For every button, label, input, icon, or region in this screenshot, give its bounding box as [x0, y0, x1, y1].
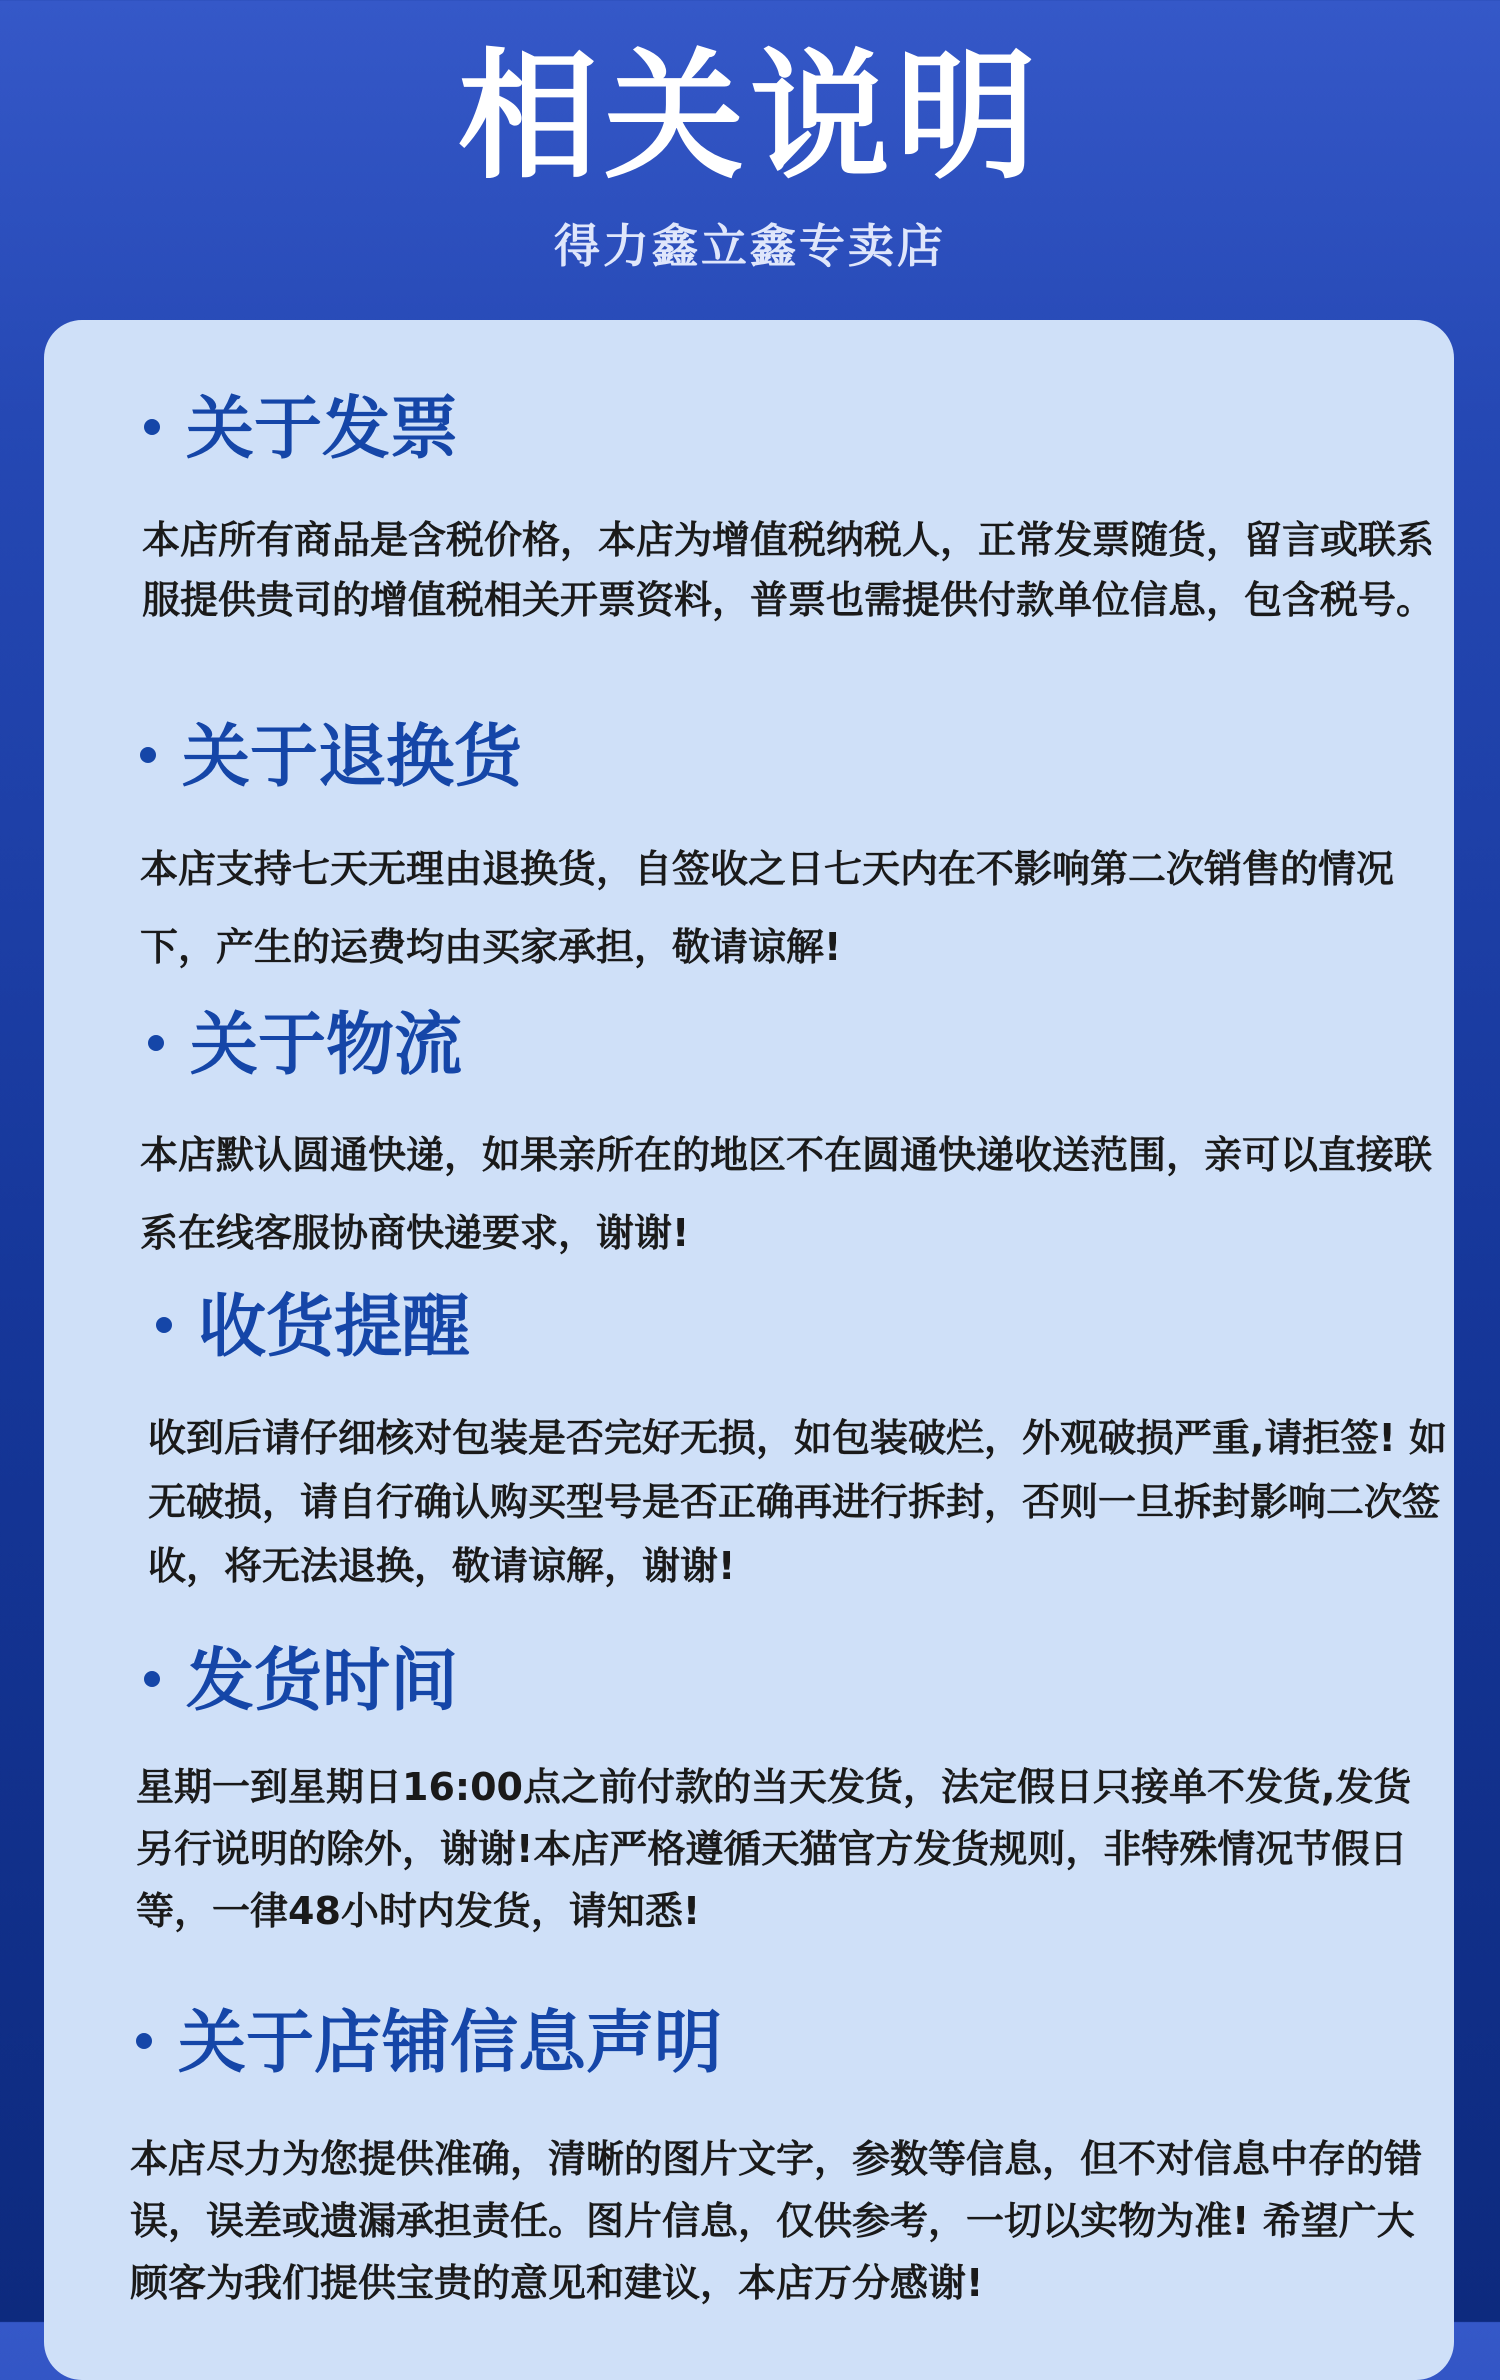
section-title [148, 1006, 462, 1086]
bullet-icon [144, 1671, 160, 1687]
section-title [156, 1288, 470, 1368]
section-body: 本店尽力为您提供准确，清晰的图片文字，参数等信息，但不对信息中存的错误，误差或遗漏承担责任。图片信息，仅供参考，一切以实物为准! 希望广大顾客为我们提供宝贵的意见和建议，本店万分感谢! [130, 2137, 1423, 2305]
section-title-text: 关于物流 [190, 1006, 463, 1085]
section-title-text: 发货时间 [186, 1642, 459, 1721]
bullet-icon [140, 747, 156, 763]
section-title-text: 关于发票 [186, 390, 459, 469]
page-header [0, 0, 1500, 320]
section-body: 本店默认圆通快递，如果亲所在的地区不在圆通快递收送范围，亲可以直接联系在线客服协商快递要求，谢谢! [140, 1133, 1433, 1255]
bullet-icon [148, 1035, 164, 1051]
section-title [144, 390, 458, 470]
bullet-icon [156, 1317, 172, 1333]
section-title-text: 关于退换货 [182, 718, 523, 797]
store-name: 得力鑫立鑫专卖店 [554, 219, 946, 273]
page-title: 相关说明 [457, 36, 1042, 199]
section-title [140, 718, 522, 798]
section-body: 星期一到星期日16:00点之前付款的当天发货，法定假日只接单不发货,发货另行说明的除外，谢谢!本店严格遵循天猫官方发货规则，非特殊情况节假日等，一律48小时内发货，请知悉! [136, 1765, 1412, 1933]
section-body: 本店支持七天无理由退换货，自签收之日七天内在不影响第二次销售的情况下，产生的运费均由买家承担，敬请谅解! [140, 847, 1395, 969]
section-title [136, 2004, 722, 2084]
section-title-text: 关于店铺信息声明 [178, 2004, 723, 2083]
section-body: 收到后请仔细核对包装是否完好无损，如包装破烂，外观破损严重,请拒签! 如无破损，请自行确认购买型号是否正确再进行拆封，否则一旦拆封影响二次签收，将无法退换，敬请谅解，谢谢! [148, 1416, 1447, 1588]
section-title [144, 1642, 458, 1722]
section-title-text: 收货提醒 [198, 1288, 471, 1367]
bullet-icon [144, 419, 160, 435]
bullet-icon [136, 2033, 152, 2049]
info-card [44, 320, 1454, 2380]
section-body: 本店所有商品是含税价格，本店为增值税纳税人，正常发票随货，留言或联系服提供贵司的增值税相关开票资料，普票也需提供付款单位信息，包含税号。 [142, 518, 1435, 622]
